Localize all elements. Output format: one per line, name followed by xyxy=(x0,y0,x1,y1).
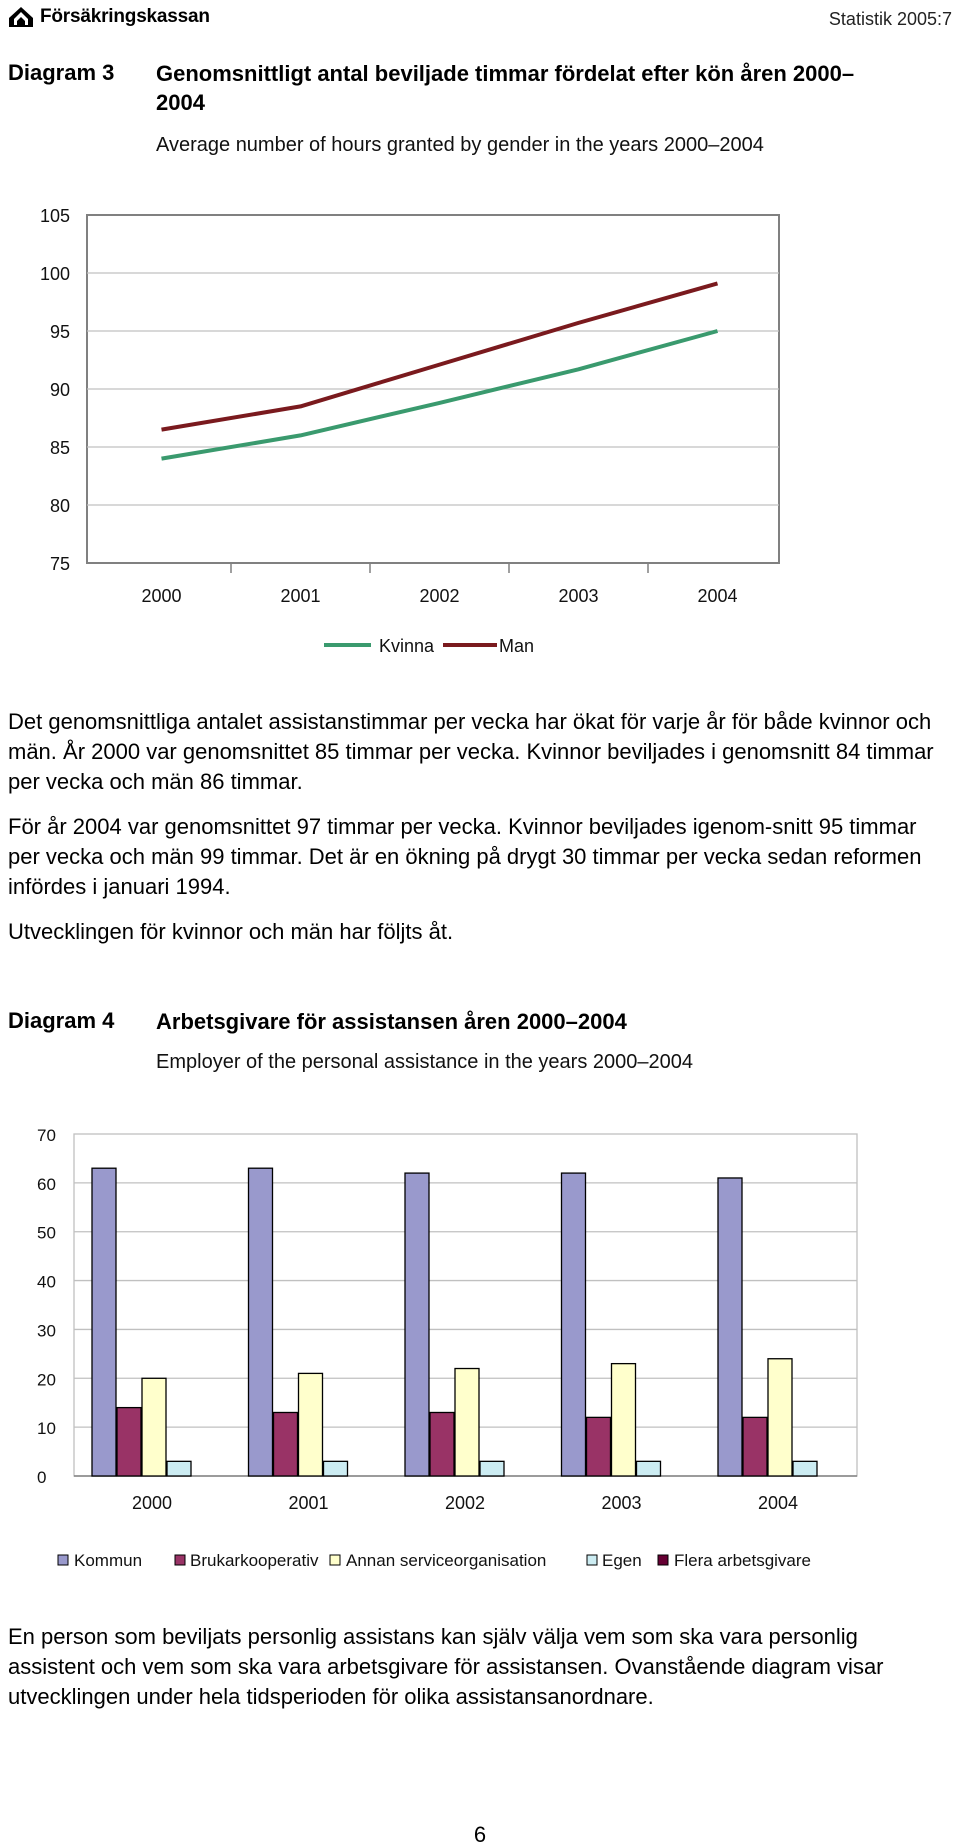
bar-kommun xyxy=(562,1173,586,1476)
y-tick-label: 60 xyxy=(37,1174,56,1194)
y-tick-label: 85 xyxy=(49,438,70,458)
bar-kommun xyxy=(718,1178,742,1476)
y-tick-label: 80 xyxy=(49,496,70,516)
x-tick-label: 2004 xyxy=(697,586,738,606)
header-logo xyxy=(8,6,210,28)
x-tick-label: 2002 xyxy=(419,586,460,606)
y-tick-label: 95 xyxy=(49,322,70,342)
paragraph: För år 2004 var genomsnittet 97 timmar per vecka. Kvinnor beviljades igenom-snitt 95 timmar per vecka och män 99 timmar. Det är en ökning på drygt 30 timmar per vecka sedan reformen infördes i januari 1994. xyxy=(8,814,922,899)
y-tick-label: 0 xyxy=(37,1468,47,1487)
legend-label-man: Man xyxy=(499,636,535,656)
y-tick-label: 100 xyxy=(39,264,70,284)
paragraph: Utvecklingen för kvinnor och män har följts åt. xyxy=(8,919,454,944)
bar-egen xyxy=(480,1461,504,1476)
legend-swatch-annan-serviceorganisation xyxy=(330,1555,340,1565)
bar-chart xyxy=(0,1115,960,1575)
bar-brukarkooperativ xyxy=(117,1408,141,1476)
x-tick-label: 2001 xyxy=(288,1493,329,1513)
page-number: 6 xyxy=(473,1822,487,1847)
bar-annan-serviceorganisation xyxy=(612,1364,636,1476)
diagram4-title: Arbetsgivare för assistansen åren 2000–2004 xyxy=(156,1009,627,1034)
legend-swatch-flera-arbetsgivare xyxy=(658,1555,668,1565)
y-tick-label: 90 xyxy=(49,380,70,400)
x-tick-label: 2004 xyxy=(757,1493,799,1513)
bar-egen xyxy=(167,1461,191,1476)
legend-label-brukarkooperativ: Brukarkooperativ xyxy=(190,1551,319,1570)
x-tick-label: 2000 xyxy=(141,586,182,606)
bar-brukarkooperativ xyxy=(274,1412,298,1476)
y-tick-label: 50 xyxy=(37,1223,56,1243)
bar-kommun xyxy=(405,1173,429,1476)
x-tick-label: 2002 xyxy=(444,1493,486,1513)
diagram4-label: Diagram 4 xyxy=(8,1008,115,1033)
legend-label-annan-serviceorganisation: Annan serviceorganisation xyxy=(346,1551,547,1570)
line-chart xyxy=(0,195,960,675)
legend-label-egen: Egen xyxy=(602,1551,642,1570)
y-tick-label: 20 xyxy=(37,1370,56,1390)
report-id: Statistik 2005:7 xyxy=(828,9,952,29)
diagram3-label: Diagram 3 xyxy=(8,60,115,85)
body-text-2 xyxy=(8,1622,948,1712)
bar-egen xyxy=(637,1461,661,1476)
y-tick-label: 40 xyxy=(37,1272,56,1292)
bar-annan-serviceorganisation xyxy=(299,1373,323,1476)
x-tick-label: 2003 xyxy=(601,1493,642,1513)
bar-brukarkooperativ xyxy=(430,1412,454,1476)
x-tick-label: 2001 xyxy=(280,586,321,606)
legend-swatch-egen xyxy=(587,1555,597,1565)
legend-label-kommun: Kommun xyxy=(74,1551,143,1570)
paragraph: Det genomsnittliga antalet assistanstimmar per vecka har ökat för varje år för både kvinnor och män. År 2000 var genomsnittet 85 timmar per vecka. Kvinnor beviljades i genomsnitt 84 timmar per vecka och män 86 timmar. xyxy=(8,709,934,794)
legend-label-kvinna: Kvinna xyxy=(379,636,435,656)
legend-label-flera-arbetsgivare: Flera arbetsgivare xyxy=(674,1551,812,1570)
bar-brukarkooperativ xyxy=(743,1417,767,1476)
bar-annan-serviceorganisation xyxy=(455,1369,479,1476)
legend-swatch-brukarkooperativ xyxy=(175,1555,185,1565)
diagram3-subtitle: Average number of hours granted by gender in the years 2000–2004 xyxy=(156,134,764,156)
y-tick-label: 70 xyxy=(37,1126,56,1145)
bar-kommun xyxy=(92,1168,116,1476)
bar-egen xyxy=(793,1461,817,1476)
bar-annan-serviceorganisation xyxy=(768,1359,792,1476)
y-tick-label: 30 xyxy=(37,1321,56,1341)
diagram3-title: Genomsnittligt antal beviljade timmar fördelat efter kön åren 2000–2004 xyxy=(156,61,855,115)
bar-annan-serviceorganisation xyxy=(142,1378,166,1476)
y-tick-label: 10 xyxy=(37,1419,56,1439)
x-tick-label: 2000 xyxy=(131,1493,173,1513)
paragraph: En person som beviljats personlig assistans kan själv välja vem som ska vara personlig assistent och vem som ska vara arbetsgivare för assistansen. Ovanstående diagram visar utvecklingen under hela tidsperioden för olika assistansanordnare. xyxy=(8,1624,884,1709)
x-tick-label: 2003 xyxy=(558,586,599,606)
diagram4-subtitle: Employer of the personal assistance in the years 2000–2004 xyxy=(156,1051,694,1073)
logo-text: Försäkringskassan xyxy=(40,6,210,27)
bar-egen xyxy=(324,1461,348,1476)
bar-brukarkooperativ xyxy=(587,1417,611,1476)
y-tick-label: 75 xyxy=(49,554,70,574)
house-logo-icon xyxy=(8,6,34,28)
bar-kommun xyxy=(249,1168,273,1476)
y-tick-label: 105 xyxy=(39,206,70,226)
body-text-1 xyxy=(8,707,948,947)
legend-swatch-kommun xyxy=(58,1555,68,1565)
